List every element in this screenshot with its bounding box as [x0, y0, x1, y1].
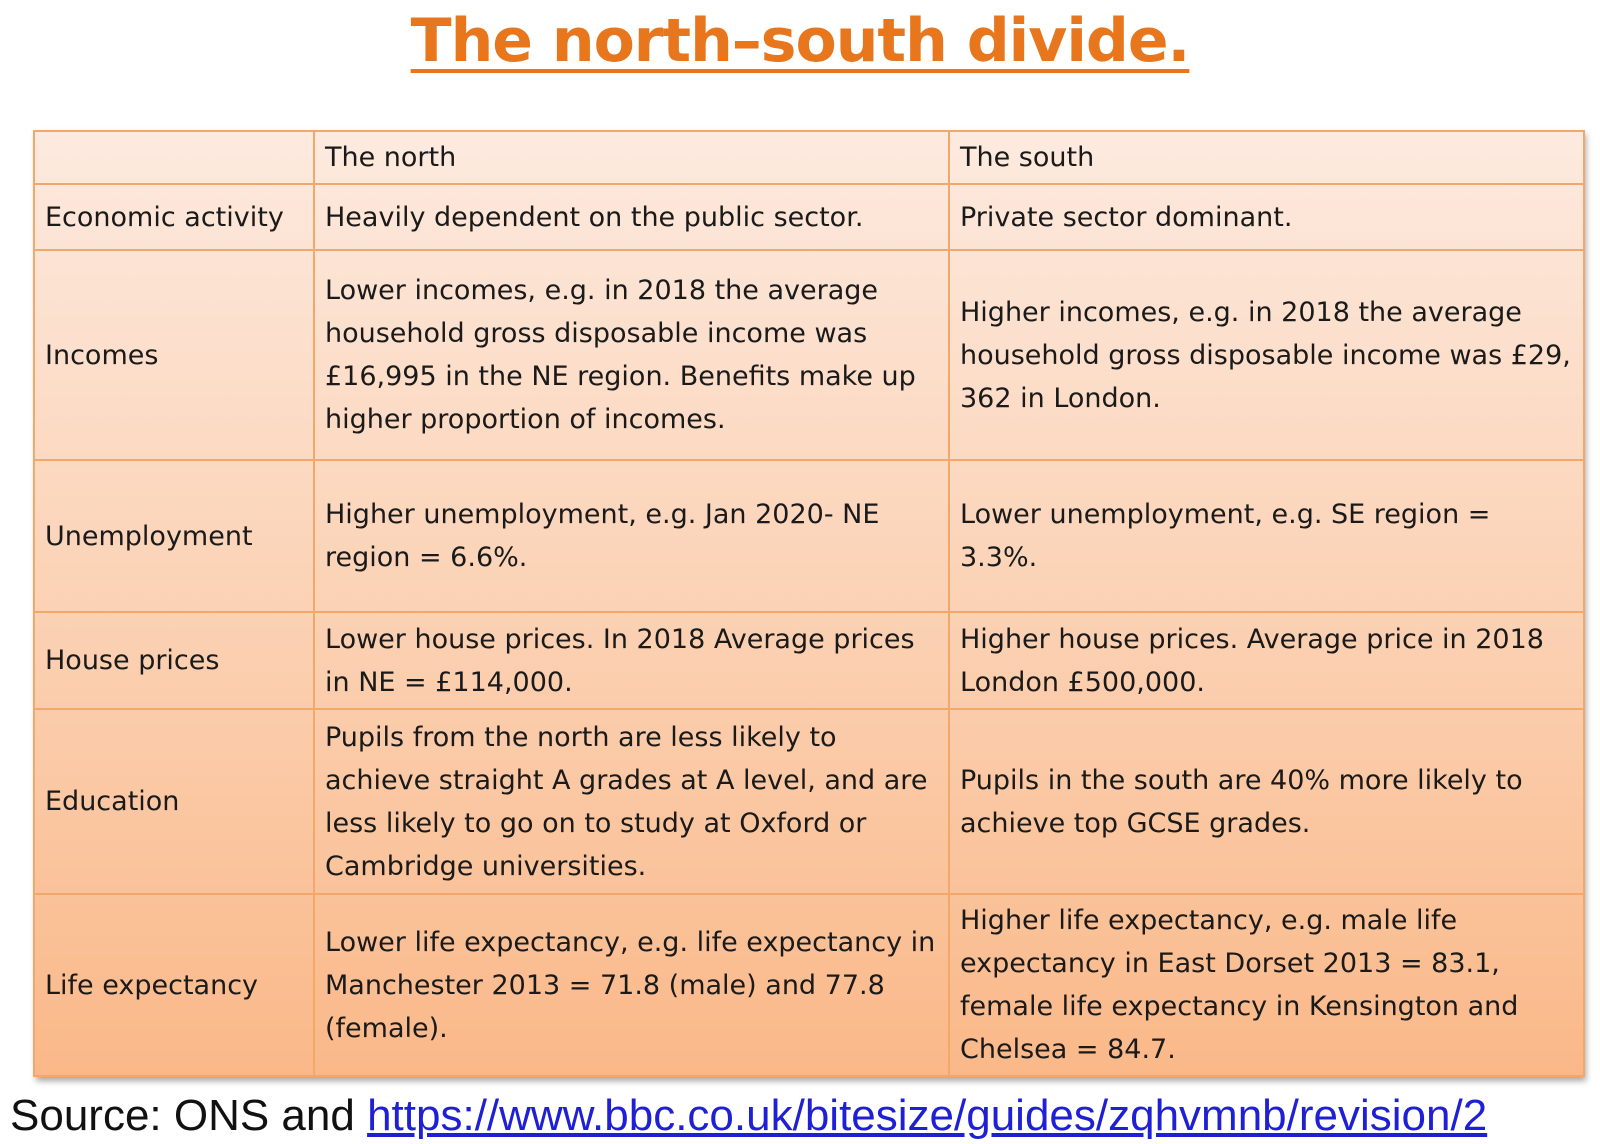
row-label: Unemployment	[34, 460, 314, 612]
south-cell: Private sector dominant.	[949, 184, 1584, 250]
north-cell: Lower life expectancy, e.g. life expectancy in Manchester 2013 = 71.8 (male) and 77.8 (female).	[314, 894, 949, 1076]
table-row-unemployment	[34, 460, 1584, 612]
comparison-table	[33, 130, 1585, 1077]
header-cell-empty	[34, 131, 314, 184]
table-row-economic-activity	[34, 184, 1584, 250]
table-row-education	[34, 709, 1584, 894]
south-cell: Higher incomes, e.g. in 2018 the average household gross disposable income was £29, 362 in London.	[949, 250, 1584, 460]
row-label: Economic activity	[34, 184, 314, 250]
table-header-row	[34, 131, 1584, 184]
north-cell: Lower house prices. In 2018 Average prices in NE = £114,000.	[314, 612, 949, 709]
north-cell: Pupils from the north are less likely to achieve straight A grades at A level, and are less likely to go on to study at Oxford or Cambridge universities.	[314, 709, 949, 894]
page-title-text: The north–south divide.	[410, 6, 1190, 76]
table-row-house-prices	[34, 612, 1584, 709]
row-label: Education	[34, 709, 314, 894]
row-label: Life expectancy	[34, 894, 314, 1076]
south-cell: Lower unemployment, e.g. SE region = 3.3%.	[949, 460, 1584, 612]
north-cell: Lower incomes, e.g. in 2018 the average household gross disposable income was £16,995 in the NE region. Benefits make up higher proportion of incomes.	[314, 250, 949, 460]
table-row-life-expectancy	[34, 894, 1584, 1076]
row-label: House prices	[34, 612, 314, 709]
source-prefix: Source: ONS and	[10, 1091, 368, 1140]
page-title	[0, 0, 1600, 76]
header-cell-north: The north	[314, 131, 949, 184]
south-cell: Higher life expectancy, e.g. male life expectancy in East Dorset 2013 = 83.1, female life expectancy in Kensington and Chelsea = 84.7.	[949, 894, 1584, 1076]
table-row-incomes	[34, 250, 1584, 460]
north-cell: Heavily dependent on the public sector.	[314, 184, 949, 250]
header-cell-south: The south	[949, 131, 1584, 184]
source-link[interactable]: https://www.bbc.co.uk/bitesize/guides/zqhvmnb/revision/2	[367, 1091, 1488, 1140]
row-label: Incomes	[34, 250, 314, 460]
south-cell: Higher house prices. Average price in 2018 London £500,000.	[949, 612, 1584, 709]
north-cell: Higher unemployment, e.g. Jan 2020- NE region = 6.6%.	[314, 460, 949, 612]
source-line	[10, 1090, 1487, 1142]
south-cell: Pupils in the south are 40% more likely to achieve top GCSE grades.	[949, 709, 1584, 894]
comparison-table-container	[33, 130, 1583, 1077]
